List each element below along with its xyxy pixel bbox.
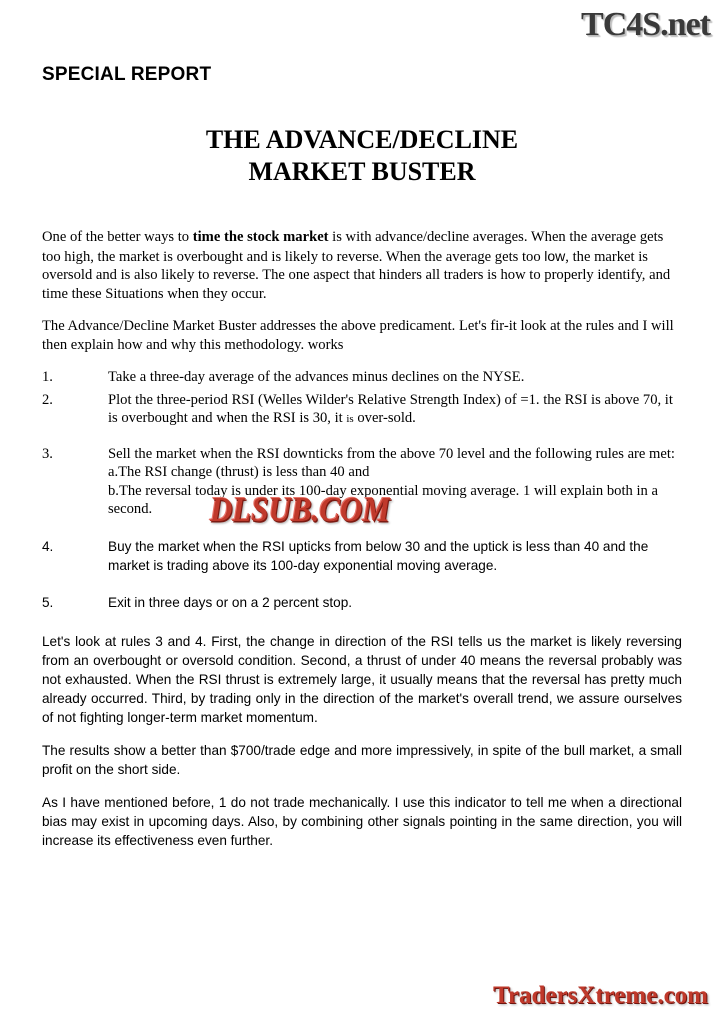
rule-text-2-b: over-sold. <box>353 410 416 426</box>
rule-3-sub-a: a.The RSI change (thrust) is less than 40 and <box>108 464 370 480</box>
intro-paragraph-2: The Advance/Decline Market Buster addresses the above predicament. Let's fir-it look at the rules and I will then explain how and why this methodology. works <box>42 318 674 353</box>
intro-paragraph-1 <box>42 228 682 303</box>
footer-logo: TradersXtreme.com <box>493 982 708 1009</box>
rule-number-3: 3. <box>42 445 53 462</box>
page-title <box>42 124 682 188</box>
rule-3-sub-b: b.The reversal today is under its 100-day exponential moving average. 1 will explain both in a second. <box>108 482 658 517</box>
site-logo: TC4S.net <box>581 6 710 43</box>
rule-item-5 <box>42 593 682 612</box>
page-title-line-1: THE ADVANCE/DECLINE <box>205 125 519 154</box>
discussion-paragraph-2: The results show a better than $700/trade edge and more impressively, in spite of the bull market, a small profit on the short side. <box>42 742 682 777</box>
rule-text-4: Buy the market when the RSI upticks from below 30 and the uptick is less than 40 and the market is trading above its 100-day exponential moving average. <box>108 538 649 573</box>
discussion-paragraph-1: Let's look at rules 3 and 4. First, the change in direction of the RSI tells us the market is likely reversing from an overbought or oversold condition. Second, a thrust of under 40 means the reversal probably was not exhausted. When the RSI thrust is extremely large, it usually means that the reversal has pretty much already occurred. Third, by trading only in the direction of the market's overall trend, we assure ourselves of not fighting longer-term market momentum. <box>42 633 682 725</box>
rule-item-3 <box>42 445 682 519</box>
intro-p1-low: low <box>544 247 566 264</box>
watermark: DLSUB.COM <box>210 489 391 530</box>
intro-p1-part-a: One of the better ways to <box>42 229 193 245</box>
rule-text-2-is: is <box>346 413 354 425</box>
rule-item-4 <box>42 537 682 575</box>
rule-number-1: 1. <box>42 369 53 385</box>
page-title-line-2: MARKET BUSTER <box>248 157 476 186</box>
rule-number-4: 4. <box>42 538 54 554</box>
discussion-paragraph-3: As I have mentioned before, 1 do not trade mechanically. I use this indicator to tell me when a directional bias may exist in upcoming days. Also, by combining other signals pointing in the same direction, you will increase its effectiveness even further. <box>42 794 682 848</box>
rule-item-2 <box>42 391 682 429</box>
special-report-heading: SPECIAL REPORT <box>42 64 212 85</box>
rule-text-1: Take a three-day average of the advances minus declines on the NYSE. <box>108 369 525 385</box>
intro-p1-part-c: , the market is oversold and is also likely to reverse. The one aspect that hinders all traders is how to properly identify, and time these Situations when they occur. <box>42 248 671 302</box>
rule-text-3: Sell the market when the RSI downticks from the above 70 level and the following rules are met: <box>108 445 675 462</box>
intro-p1-part-b: is with advance/decline averages. When the average gets too high, the market is overbought and is likely to reverse. When the average gets too <box>42 229 664 265</box>
rule-number-2: 2. <box>42 391 53 408</box>
rule-number-5: 5. <box>42 594 54 610</box>
document-body <box>42 228 682 864</box>
rule-item-1 <box>42 368 682 387</box>
rules-list <box>42 368 682 612</box>
rule-text-2-a: Plot the three-period RSI (Welles Wilder's Relative Strength Index) of =1. the RSI is above 70, it is overbought and when the RSI is 30, it <box>108 391 673 426</box>
intro-p1-bold: time the stock market <box>192 229 329 245</box>
rule-text-5: Exit in three days or on a 2 percent stop. <box>108 594 353 610</box>
